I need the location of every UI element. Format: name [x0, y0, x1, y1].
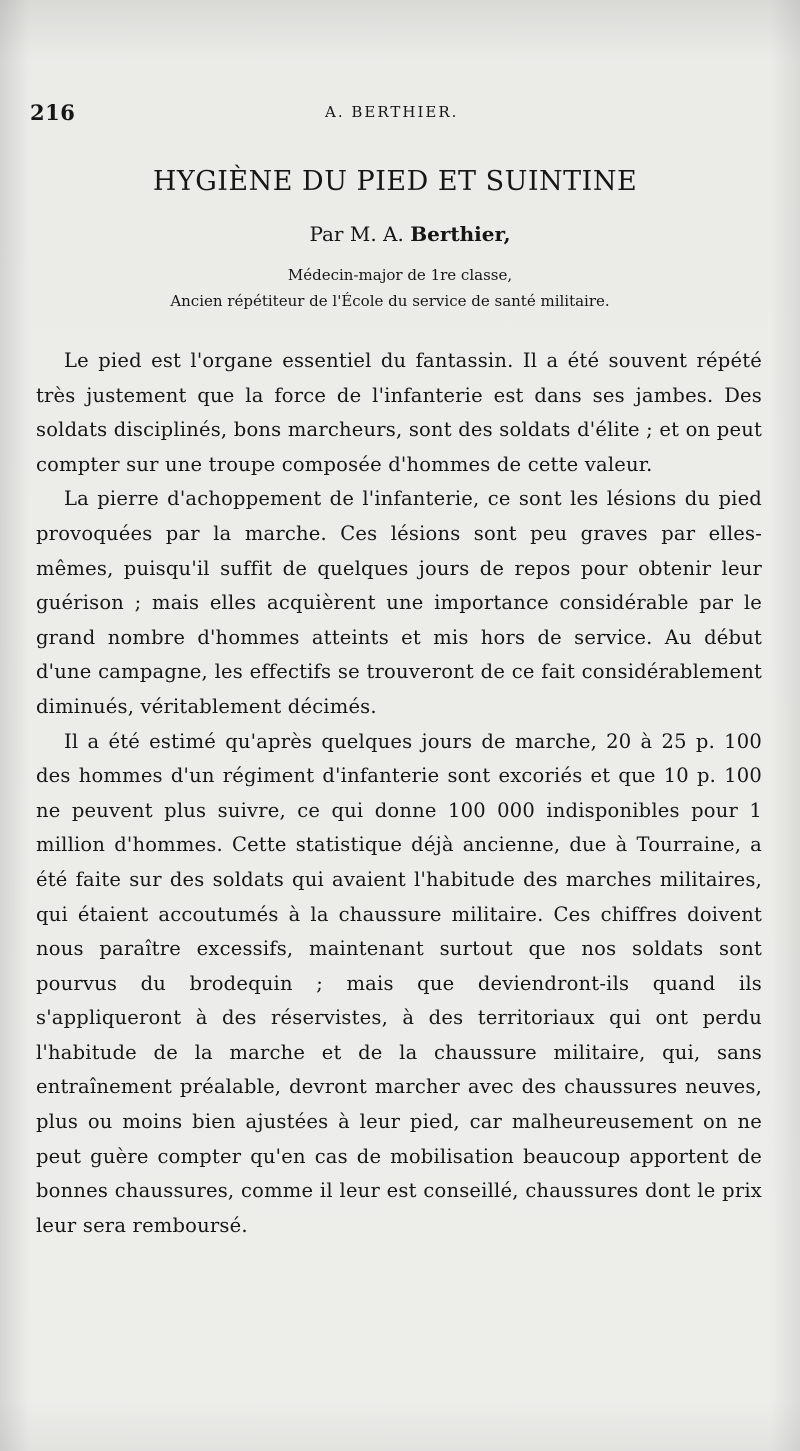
running-title: A. BERTHIER.	[325, 103, 459, 121]
author-byline	[0, 222, 800, 246]
author-former-position: Ancien répétiteur de l'École du service de santé militaire.	[170, 292, 610, 310]
paragraph: Le pied est l'organe essentiel du fantassin. Il a été souvent répété très justement que la force de l'infanterie est dans ses jambes. Des soldats disciplinés, bons marcheurs, sont des soldats d'élite ; et on peut compter sur une troupe composée d'hommes de cette valeur.	[36, 349, 762, 476]
paragraph: La pierre d'achoppement de l'infanterie, ce sont les lésions du pied provoquées par la marche. Ces lésions sont peu graves par elles-mêmes, puisqu'il suffit de quelques jours de repos pour obtenir leur guérison ; mais elles acquièrent une importance considérable par le grand nombre d'hommes atteints et mis hors de service. Au début d'une campagne, les effectifs se trouveront de ce fait considérablement diminués, véritablement décimés.	[36, 487, 762, 718]
page-number: 216	[30, 100, 76, 125]
byline-prefix: Par M. A.	[309, 222, 411, 246]
paragraph: Il a été estimé qu'après quelques jours de marche, 20 à 25 p. 100 des hommes d'un régiment d'infanterie sont excoriés et que 10 p. 100 ne peuvent plus suivre, ce qui donne 100 000 indisponibles pour 1 million d'hommes. Cette statistique déjà ancienne, due à Tourraine, a été faite sur des soldats qui avaient l'habitude des marches militaires, qui étaient accoutumés à la chaussure militaire. Ces chiffres doivent nous paraître excessifs, maintenant surtout que nos soldats sont pourvus du brodequin ; mais que deviendront-ils quand ils s'appliqueront à des réservistes, à des territoriaux qui ont perdu l'habitude de la marche et de la chaussure militaire, qui, sans entraînement préalable, devront marcher avec des chaussures neuves, plus ou moins bien ajustées à leur pied, car malheureusement on ne peut guère compter qu'en cas de mobilisation beaucoup apportent de bonnes chaussures, comme il leur est conseillé, chaussures dont le prix leur sera remboursé.	[36, 729, 762, 1237]
article-title: HYGIÈNE DU PIED ET SUINTINE	[152, 166, 638, 197]
author-name: Berthier,	[410, 222, 511, 246]
running-head	[30, 100, 770, 130]
author-rank: Médecin-major de 1re classe,	[287, 266, 513, 284]
article-body	[36, 344, 762, 1243]
